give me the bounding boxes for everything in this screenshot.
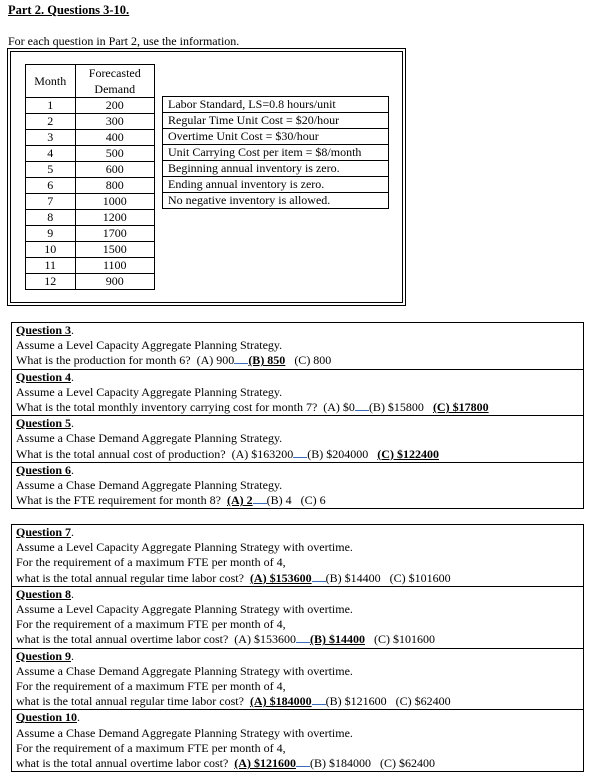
question-title: Question 9 [16,648,72,663]
answer-option-a[interactable]: (A) $0 [323,400,355,415]
answer-option-c[interactable]: (C) $62400 [395,694,451,709]
question-text: What is the total annual cost of production? [16,446,226,461]
demand-header-line1: Forecasted [88,66,141,80]
answer-option-b[interactable]: (B) $15800 [368,400,424,415]
question-context-line: Assume a Chase Demand Aggregate Planning Strategy with overtime. [16,725,353,740]
month-cell: 4 [26,146,76,162]
demand-row [26,258,155,274]
answer-option-c[interactable]: (C) $62400 [379,756,435,771]
question-block: Question 7. Assume a Level Capacity Aggregate Planning Strategy with overtime. For the requirement of a maximum FTE per month of 4, what is the total annual regular time labor cost? (A) $153600 (B) $14400 (C) $101600 [12,525,583,586]
question-text: what is the total annual regular time labor cost? [16,694,244,709]
demand-row [26,210,155,226]
info-table [162,96,389,209]
demand-row [26,194,155,210]
answer-option-b[interactable]: (B) $204000 [307,446,369,461]
question-title: Question 7 [16,525,72,539]
info-row [163,177,389,193]
question-context-line: Assume a Chase Demand Aggregate Planning Strategy. [16,431,283,446]
demand-cell: 1000 [75,194,154,210]
demand-cell: 300 [75,114,154,130]
demand-row [26,130,155,146]
question-context-line: Assume a Level Capacity Aggregate Planning Strategy with overtime. [16,540,353,555]
demand-row [26,146,155,162]
info-cell: Overtime Unit Cost = $30/hour [163,129,389,145]
info-cell: Regular Time Unit Cost = $20/hour [163,113,389,129]
demand-table [25,64,155,290]
demand-cell: 1100 [75,258,154,274]
question-group-1 [11,322,584,509]
answer-option-b[interactable]: (B) 4 [266,493,292,508]
question-context-line: Assume a Chase Demand Aggregate Planning Strategy. [16,478,283,493]
question-title: Question 8 [16,586,72,601]
page-heading: Part 2. Questions 3-10. [8,3,130,17]
month-cell: 2 [26,114,76,130]
month-cell: 5 [26,162,76,178]
question-title: Question 4 [16,369,72,384]
info-cell: Beginning annual inventory is zero. [163,161,389,177]
answer-option-a[interactable]: (A) $153600 [249,570,312,585]
answer-option-c[interactable]: (C) 6 [300,493,326,508]
answer-option-a[interactable]: (A) 900 [196,353,235,368]
demand-cell: 500 [75,146,154,162]
question-title: Question 6 [16,462,72,477]
info-cell: Ending annual inventory is zero. [163,177,389,193]
demand-row [26,162,155,178]
question-line [16,632,583,647]
info-row [163,97,389,113]
demand-row [26,98,155,114]
month-header: Month [26,65,76,98]
intro-text: For each question in Part 2, use the information. [8,34,240,48]
answer-option-b[interactable]: (B) $184000 [309,756,371,771]
answer-option-a[interactable]: (A) 2 [226,493,253,508]
question-context-line: Assume a Level Capacity Aggregate Planning Strategy with overtime. [16,602,353,617]
question-line [16,571,583,586]
question-line [16,493,583,508]
month-cell: 1 [26,98,76,114]
question-context-line: Assume a Level Capacity Aggregate Planning Strategy. [16,384,283,399]
demand-header-line2: Demand [94,82,136,96]
answer-option-b[interactable]: (B) $14400 [325,570,381,585]
demand-row [26,178,155,194]
info-row [163,193,389,209]
info-row [163,113,389,129]
question-title: Question 3 [16,323,72,337]
answer-option-a[interactable]: (A) $184000 [249,694,312,709]
question-block: Question 4. Assume a Level Capacity Aggregate Planning Strategy. What is the total monthly inventory carrying cost for month 7? (A) $0 (B) $15800 (C) $17800 [12,369,583,416]
month-cell: 9 [26,226,76,242]
month-cell: 12 [26,274,76,290]
info-row [163,145,389,161]
answer-option-b[interactable]: (B) 850 [248,353,286,368]
question-line [16,353,583,368]
question-line [16,447,583,462]
answer-option-c[interactable]: (C) $17800 [432,400,489,415]
question-text: what is the total annual regular time labor cost? [16,570,244,585]
question-line [16,400,583,415]
question-block: Question 8. Assume a Level Capacity Aggregate Planning Strategy with overtime. For the requirement of a maximum FTE per month of 4, what is the total annual overtime labor cost? (A) $153600 (B) $14400 (C) $101600 [12,586,583,648]
answer-option-b[interactable]: (B) $14400 [309,632,365,647]
question-text: what is the total annual overtime labor cost? [16,756,229,771]
demand-cell: 600 [75,162,154,178]
question-block: Question 5. Assume a Chase Demand Aggregate Planning Strategy. What is the total annual cost of production? (A) $163200 (B) $204000 (C) $122400 [12,415,583,462]
demand-cell: 800 [75,178,154,194]
question-block: Question 9. Assume a Chase Demand Aggregate Planning Strategy with overtime. For the requirement of a maximum FTE per month of 4, what is the total annual regular time labor cost? (A) $184000 (B) $121600 (C) $62400 [12,648,583,710]
demand-cell: 1500 [75,242,154,258]
answer-option-b[interactable]: (B) $121600 [325,694,387,709]
demand-row [26,274,155,290]
question-title: Question 5 [16,416,72,431]
question-text: what is the total annual overtime labor cost? [16,632,229,647]
question-context-line: For the requirement of a maximum FTE per month of 4, [16,679,286,694]
month-cell: 7 [26,194,76,210]
demand-cell: 1200 [75,210,154,226]
info-cell: Labor Standard, LS=0.8 hours/unit [163,97,389,113]
month-cell: 10 [26,242,76,258]
question-text: What is the production for month 6? [16,353,191,368]
demand-cell: 200 [75,98,154,114]
answer-option-a[interactable]: (A) $153600 [234,632,296,647]
question-context-line: For the requirement of a maximum FTE per month of 4, [16,740,286,755]
demand-row [26,226,155,242]
question-block: Question 3. Assume a Level Capacity Aggregate Planning Strategy. What is the production for month 6? (A) 900 (B) 850 (C) 800 [12,323,583,369]
question-line [16,756,583,771]
demand-cell: 400 [75,130,154,146]
answer-option-c[interactable]: (C) $101600 [373,632,435,647]
demand-row [26,242,155,258]
answer-option-a[interactable]: (A) $163200 [231,446,294,461]
question-context-line: Assume a Chase Demand Aggregate Planning Strategy with overtime. [16,663,353,678]
info-cell: Unit Carrying Cost per item = $8/month [163,145,389,161]
question-text: What is the FTE requirement for month 8? [16,493,221,508]
question-block: Question 6. Assume a Chase Demand Aggregate Planning Strategy. What is the FTE requirement for month 8? (A) 2 (B) 4 (C) 6 [12,462,583,509]
answer-option-a[interactable]: (A) $121600 [234,756,296,771]
month-cell: 11 [26,258,76,274]
demand-row [26,114,155,130]
info-row [163,161,389,177]
question-group-2 [11,524,584,772]
question-text: What is the total monthly inventory carrying cost for month 7? [16,400,318,415]
demand-cell: 1700 [75,226,154,242]
answer-option-c[interactable]: (C) 800 [294,353,332,368]
question-context-line: For the requirement of a maximum FTE per month of 4, [16,617,286,632]
info-cell: No negative inventory is allowed. [163,193,389,209]
month-cell: 3 [26,130,76,146]
question-context-line: For the requirement of a maximum FTE per month of 4, [16,555,286,570]
question-line [16,694,583,709]
question-context-line: Assume a Level Capacity Aggregate Planning Strategy. [16,338,283,353]
demand-cell: 900 [75,274,154,290]
question-block: Question 10. Assume a Chase Demand Aggregate Planning Strategy with overtime. For the requirement of a maximum FTE per month of 4, what is the total annual overtime labor cost? (A) $121600 (B) $184000 (C) $62400 [12,709,583,771]
question-title: Question 10 [16,710,78,725]
answer-option-c[interactable]: (C) $122400 [377,446,439,461]
answer-option-c[interactable]: (C) $101600 [389,570,451,585]
month-cell: 6 [26,178,76,194]
info-row [163,129,389,145]
demand-header [75,65,154,98]
month-cell: 8 [26,210,76,226]
